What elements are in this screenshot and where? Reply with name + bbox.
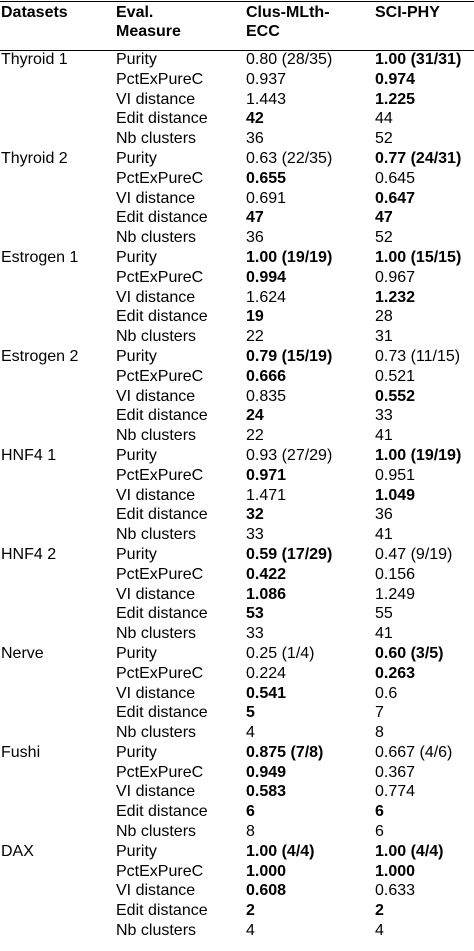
table-row: [0, 149, 474, 169]
clus-mlth-ecc-value: 0.25 (1/4): [246, 644, 315, 662]
clus-mlth-ecc-value: 36: [246, 130, 264, 148]
sci-phy-value: 6: [375, 803, 384, 821]
sci-phy-value: 44: [375, 110, 393, 128]
measure-cell: VI distance: [116, 90, 196, 108]
measure-cell: PctExPureC: [116, 565, 204, 583]
measure-cell: VI distance: [116, 882, 196, 900]
sci-phy-value: 0.156: [375, 565, 416, 583]
clus-mlth-ecc-value: 6: [246, 803, 255, 821]
measure-cell: VI distance: [116, 783, 196, 801]
measure-cell: VI distance: [116, 585, 196, 603]
sci-phy-value: 41: [375, 427, 393, 445]
sci-phy-value: 0.73 (11/15): [375, 347, 461, 365]
table-row: [0, 822, 474, 842]
measure-cell: Nb clusters: [116, 229, 197, 247]
measure-cell: VI distance: [116, 486, 196, 504]
table-row: [0, 387, 474, 407]
header-datasets: Datasets: [1, 4, 68, 21]
sci-phy-value: 0.647: [375, 189, 416, 207]
table-row: [0, 842, 474, 862]
clus-mlth-ecc-value: 1.624: [246, 288, 287, 306]
sci-phy-value: 1.00 (19/19): [375, 446, 462, 464]
measure-cell: Purity: [116, 842, 157, 860]
measure-cell: Nb clusters: [116, 724, 197, 742]
table-row: [0, 406, 474, 426]
dataset-cell: DAX: [1, 842, 34, 860]
clus-mlth-ecc-value: 0.59 (17/29): [246, 545, 333, 563]
measure-cell: Edit distance: [116, 407, 208, 425]
table-row: [0, 70, 474, 90]
table-header: [0, 0, 474, 50]
clus-mlth-ecc-value: 0.835: [246, 387, 287, 405]
clus-mlth-ecc-value: 2: [246, 902, 255, 920]
sci-phy-value: 0.263: [375, 664, 416, 682]
measure-cell: PctExPureC: [116, 862, 204, 880]
clus-mlth-ecc-value: 0.79 (15/19): [246, 347, 333, 365]
table-row: [0, 189, 474, 209]
sci-phy-value: 1.00 (4/4): [375, 842, 444, 860]
clus-mlth-ecc-value: 0.971: [246, 466, 287, 484]
clus-mlth-ecc-value: 0.93 (27/29): [246, 446, 333, 464]
sci-phy-value: 4: [375, 922, 384, 940]
table-row: [0, 288, 474, 308]
measure-cell: PctExPureC: [116, 466, 204, 484]
clus-mlth-ecc-value: 42: [246, 110, 264, 128]
measure-cell: Nb clusters: [116, 427, 197, 445]
table-row: [0, 486, 474, 506]
sci-phy-value: 36: [375, 506, 393, 524]
clus-mlth-ecc-value: 0.422: [246, 565, 287, 583]
sci-phy-value: 7: [375, 704, 384, 722]
clus-mlth-ecc-value: 0.691: [246, 189, 287, 207]
table-row: [0, 862, 474, 882]
sci-phy-value: 0.967: [375, 268, 416, 286]
table-row: [0, 208, 474, 228]
sci-phy-value: 52: [375, 229, 393, 247]
sci-phy-value: 1.049: [375, 486, 416, 504]
table-row: [0, 505, 474, 525]
table-row: [0, 782, 474, 802]
sci-phy-value: 0.60 (3/5): [375, 644, 444, 662]
table-row: [0, 169, 474, 189]
measure-cell: Purity: [116, 743, 157, 761]
clus-mlth-ecc-value: 32: [246, 506, 264, 524]
dataset-cell: Fushi: [1, 743, 41, 761]
measure-cell: PctExPureC: [116, 70, 204, 88]
clus-mlth-ecc-value: 0.875 (7/8): [246, 743, 324, 761]
header-eval-measure: Eval. Measure: [116, 4, 181, 40]
sci-phy-value: 0.47 (9/19): [375, 545, 453, 563]
clus-mlth-ecc-value: 0.541: [246, 684, 287, 702]
clus-mlth-ecc-value: 4: [246, 724, 255, 742]
clus-mlth-ecc-value: 1.086: [246, 585, 287, 603]
sci-phy-value: 1.225: [375, 90, 416, 108]
clus-mlth-ecc-value: 4: [246, 922, 255, 940]
measure-cell: Edit distance: [116, 605, 208, 623]
table-row: [0, 565, 474, 585]
table-row: [0, 248, 474, 268]
sci-phy-value: 41: [375, 625, 393, 643]
table-row: [0, 624, 474, 644]
table-row: [0, 129, 474, 149]
measure-cell: Purity: [116, 248, 157, 266]
sci-phy-value: 0.633: [375, 882, 416, 900]
sci-phy-value: 1.00 (31/31): [375, 51, 462, 68]
measure-cell: Purity: [116, 347, 157, 365]
table-row: [0, 881, 474, 901]
clus-mlth-ecc-value: 1.471: [246, 486, 287, 504]
measure-cell: PctExPureC: [116, 664, 204, 682]
table-row: [0, 644, 474, 664]
clus-mlth-ecc-value: 0.994: [246, 268, 287, 286]
table-row: [0, 367, 474, 387]
sci-phy-value: 2: [375, 902, 384, 920]
sci-phy-value: 55: [375, 605, 393, 623]
clus-mlth-ecc-value: 24: [246, 407, 264, 425]
measure-cell: PctExPureC: [116, 763, 204, 781]
measure-cell: Nb clusters: [116, 526, 197, 544]
clus-mlth-ecc-value: 33: [246, 526, 264, 544]
measure-cell: Edit distance: [116, 209, 208, 227]
dataset-cell: Nerve: [1, 644, 44, 662]
dataset-cell: Thyroid 2: [1, 149, 68, 167]
sci-phy-value: 1.232: [375, 288, 416, 306]
sci-phy-value: 47: [375, 209, 393, 227]
top-rule: [0, 1, 474, 2]
header-clus-mlth-ecc: Clus-MLth- ECC: [246, 4, 330, 40]
table-row: [0, 50, 474, 70]
table-row: [0, 307, 474, 327]
measure-cell: Purity: [116, 51, 157, 68]
table-row: [0, 90, 474, 110]
measure-cell: Nb clusters: [116, 625, 197, 643]
table-row: [0, 327, 474, 347]
clus-mlth-ecc-value: 0.80 (28/35): [246, 51, 333, 68]
sci-phy-value: 33: [375, 407, 393, 425]
table-row: [0, 545, 474, 565]
sci-phy-value: 31: [375, 328, 393, 346]
sci-phy-value: 0.6: [375, 684, 398, 702]
table-row: [0, 604, 474, 624]
table-row: [0, 525, 474, 545]
dataset-cell: HNF4 1: [1, 446, 57, 464]
clus-mlth-ecc-value: 0.666: [246, 367, 287, 385]
measure-cell: PctExPureC: [116, 367, 204, 385]
clus-mlth-ecc-value: 1.00 (4/4): [246, 842, 315, 860]
table-row: [0, 228, 474, 248]
table-row: [0, 664, 474, 684]
clus-mlth-ecc-value: 33: [246, 625, 264, 643]
measure-cell: Purity: [116, 545, 157, 563]
table-row: [0, 446, 474, 466]
sci-phy-value: 0.951: [375, 466, 416, 484]
table-row: [0, 268, 474, 288]
table-row: [0, 684, 474, 704]
table-row: [0, 743, 474, 763]
sci-phy-value: 1.00 (15/15): [375, 248, 462, 266]
dataset-cell: Thyroid 1: [1, 51, 68, 68]
clus-mlth-ecc-value: 0.937: [246, 70, 287, 88]
measure-cell: VI distance: [116, 684, 196, 702]
clus-mlth-ecc-value: 36: [246, 229, 264, 247]
measure-cell: Purity: [116, 446, 157, 464]
sci-phy-value: 0.974: [375, 70, 416, 88]
table-row: [0, 921, 474, 941]
measure-cell: Purity: [116, 149, 157, 167]
sci-phy-value: 52: [375, 130, 393, 148]
measure-cell: VI distance: [116, 387, 196, 405]
sci-phy-value: 0.774: [375, 783, 416, 801]
measure-cell: Nb clusters: [116, 130, 197, 148]
clus-mlth-ecc-value: 22: [246, 427, 264, 445]
sci-phy-value: 0.667 (4/6): [375, 743, 453, 761]
measure-cell: Purity: [116, 644, 157, 662]
table-row: [0, 703, 474, 723]
measure-cell: PctExPureC: [116, 268, 204, 286]
clus-mlth-ecc-value: 19: [246, 308, 264, 326]
measure-cell: PctExPureC: [116, 169, 204, 187]
dataset-cell: HNF4 2: [1, 545, 57, 563]
dataset-cell: Estrogen 1: [1, 248, 79, 266]
sci-phy-value: 0.77 (24/31): [375, 149, 462, 167]
measure-cell: Edit distance: [116, 110, 208, 128]
measure-cell: Edit distance: [116, 803, 208, 821]
measure-cell: Nb clusters: [116, 823, 197, 841]
sci-phy-value: 6: [375, 823, 384, 841]
clus-mlth-ecc-value: 22: [246, 328, 264, 346]
measure-cell: Edit distance: [116, 704, 208, 722]
clus-mlth-ecc-value: 53: [246, 605, 264, 623]
table-row: [0, 347, 474, 367]
measure-cell: VI distance: [116, 288, 196, 306]
clus-mlth-ecc-value: 5: [246, 704, 255, 722]
sci-phy-value: 41: [375, 526, 393, 544]
clus-mlth-ecc-value: 1.00 (19/19): [246, 248, 333, 266]
header-sci-phy: SCI-PHY: [375, 4, 440, 21]
measure-cell: VI distance: [116, 189, 196, 207]
measure-cell: Edit distance: [116, 506, 208, 524]
measure-cell: Nb clusters: [116, 328, 197, 346]
clus-mlth-ecc-value: 0.655: [246, 169, 287, 187]
clus-mlth-ecc-value: 0.583: [246, 783, 287, 801]
dataset-cell: Estrogen 2: [1, 347, 79, 365]
clus-mlth-ecc-value: 0.608: [246, 882, 287, 900]
table-row: [0, 763, 474, 783]
table-body: [0, 50, 474, 941]
table-row: [0, 585, 474, 605]
measure-cell: Nb clusters: [116, 922, 197, 940]
clus-mlth-ecc-value: 47: [246, 209, 264, 227]
table-row: [0, 802, 474, 822]
table-row: [0, 466, 474, 486]
table-row: [0, 426, 474, 446]
table-row: [0, 109, 474, 129]
measure-cell: Edit distance: [116, 902, 208, 920]
sci-phy-value: 0.367: [375, 763, 416, 781]
table-row: [0, 901, 474, 921]
sci-phy-value: 8: [375, 724, 384, 742]
clus-mlth-ecc-value: 0.949: [246, 763, 287, 781]
sci-phy-value: 1.000: [375, 862, 416, 880]
clus-mlth-ecc-value: 0.224: [246, 664, 287, 682]
sci-phy-value: 28: [375, 308, 393, 326]
table-row: [0, 723, 474, 743]
clus-mlth-ecc-value: 8: [246, 823, 255, 841]
sci-phy-value: 1.249: [375, 585, 416, 603]
clus-mlth-ecc-value: 1.000: [246, 862, 287, 880]
sci-phy-value: 0.521: [375, 367, 416, 385]
clus-mlth-ecc-value: 0.63 (22/35): [246, 149, 333, 167]
sci-phy-value: 0.552: [375, 387, 416, 405]
clus-mlth-ecc-value: 1.443: [246, 90, 287, 108]
measure-cell: Edit distance: [116, 308, 208, 326]
sci-phy-value: 0.645: [375, 169, 416, 187]
